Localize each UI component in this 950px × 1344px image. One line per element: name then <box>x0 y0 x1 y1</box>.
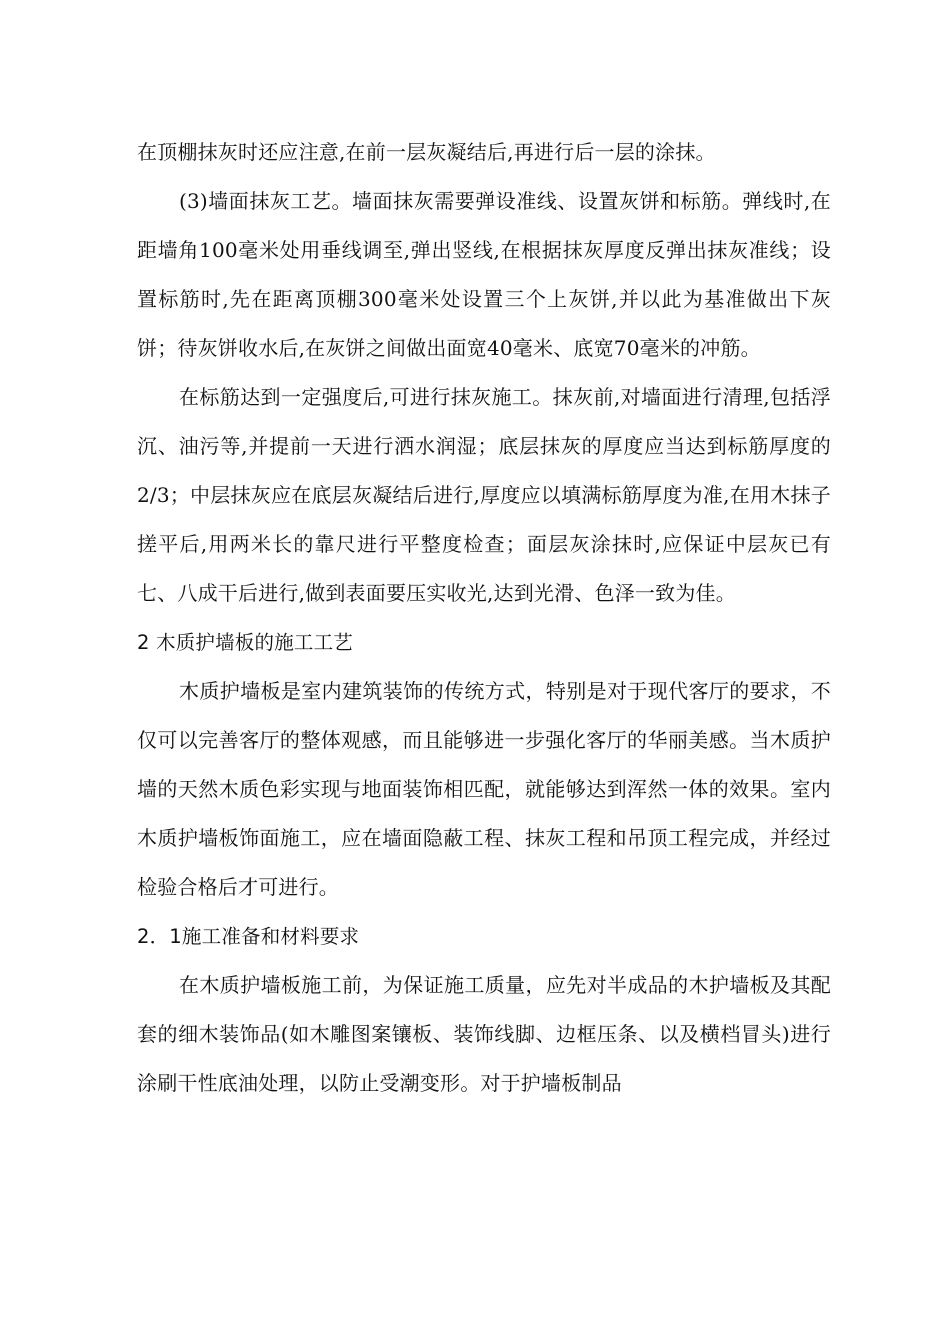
paragraph-plaster-construction: 在标筋达到一定强度后,可进行抹灰施工。抹灰前,对墙面进行清理,包括浮沉、油污等,并提前一天进行洒水润湿；底层抹灰的厚度应当达到标筋厚度的2/3；中层抹灰应在底层灰凝结后进行,厚度应以填满标筋厚度为准,在用木抹子搓平后,用两米长的靠尺进行平整度检查；面层灰涂抹时,应保证中层灰已有七、八成干后进行,做到表面要压实收光,达到光滑、色泽一致为佳。 <box>137 385 831 605</box>
section-heading-preparation-materials: 2．1施工准备和材料要求 <box>137 925 360 948</box>
document-body <box>137 128 831 1108</box>
paragraph-wall-plaster-process: (3)墙面抹灰工艺。墙面抹灰需要弹设准线、设置灰饼和标筋。弹线时,在距墙角100毫米处用垂线调至,弹出竖线,在根据抹灰厚度反弹出抹灰准线；设置标筋时,先在距离顶棚300毫米处设置三个上灰饼,并以此为基准做出下灰饼；待灰饼收水后,在灰饼之间做出面宽40毫米、底宽70毫米的冲筋。 <box>137 189 831 360</box>
paragraph-preparation-materials: 在木质护墙板施工前，为保证施工质量，应先对半成品的木护墙板及其配套的细木装饰品(如木雕图案镶板、装饰线脚、边框压条、以及横档冒头)进行涂刷干性底油处理，以防止受潮变形。对于护墙板制品 <box>137 973 831 1095</box>
section-heading-wood-wall-panel: 2 木质护墙板的施工工艺 <box>137 631 354 654</box>
paragraph-wood-wall-panel-intro: 木质护墙板是室内建筑装饰的传统方式，特别是对于现代客厅的要求，不仅可以完善客厅的整体观感，而且能够进一步强化客厅的华丽美感。当木质护墙的天然木质色彩实现与地面装饰相匹配，就能够达到浑然一体的效果。室内木质护墙板饰面施工，应在墙面隐蔽工程、抹灰工程和吊顶工程完成，并经过检验合格后才可进行。 <box>137 679 831 899</box>
paragraph-ceiling-plaster-note: 在顶棚抹灰时还应注意,在前一层灰凝结后,再进行后一层的涂抹。 <box>137 140 716 164</box>
